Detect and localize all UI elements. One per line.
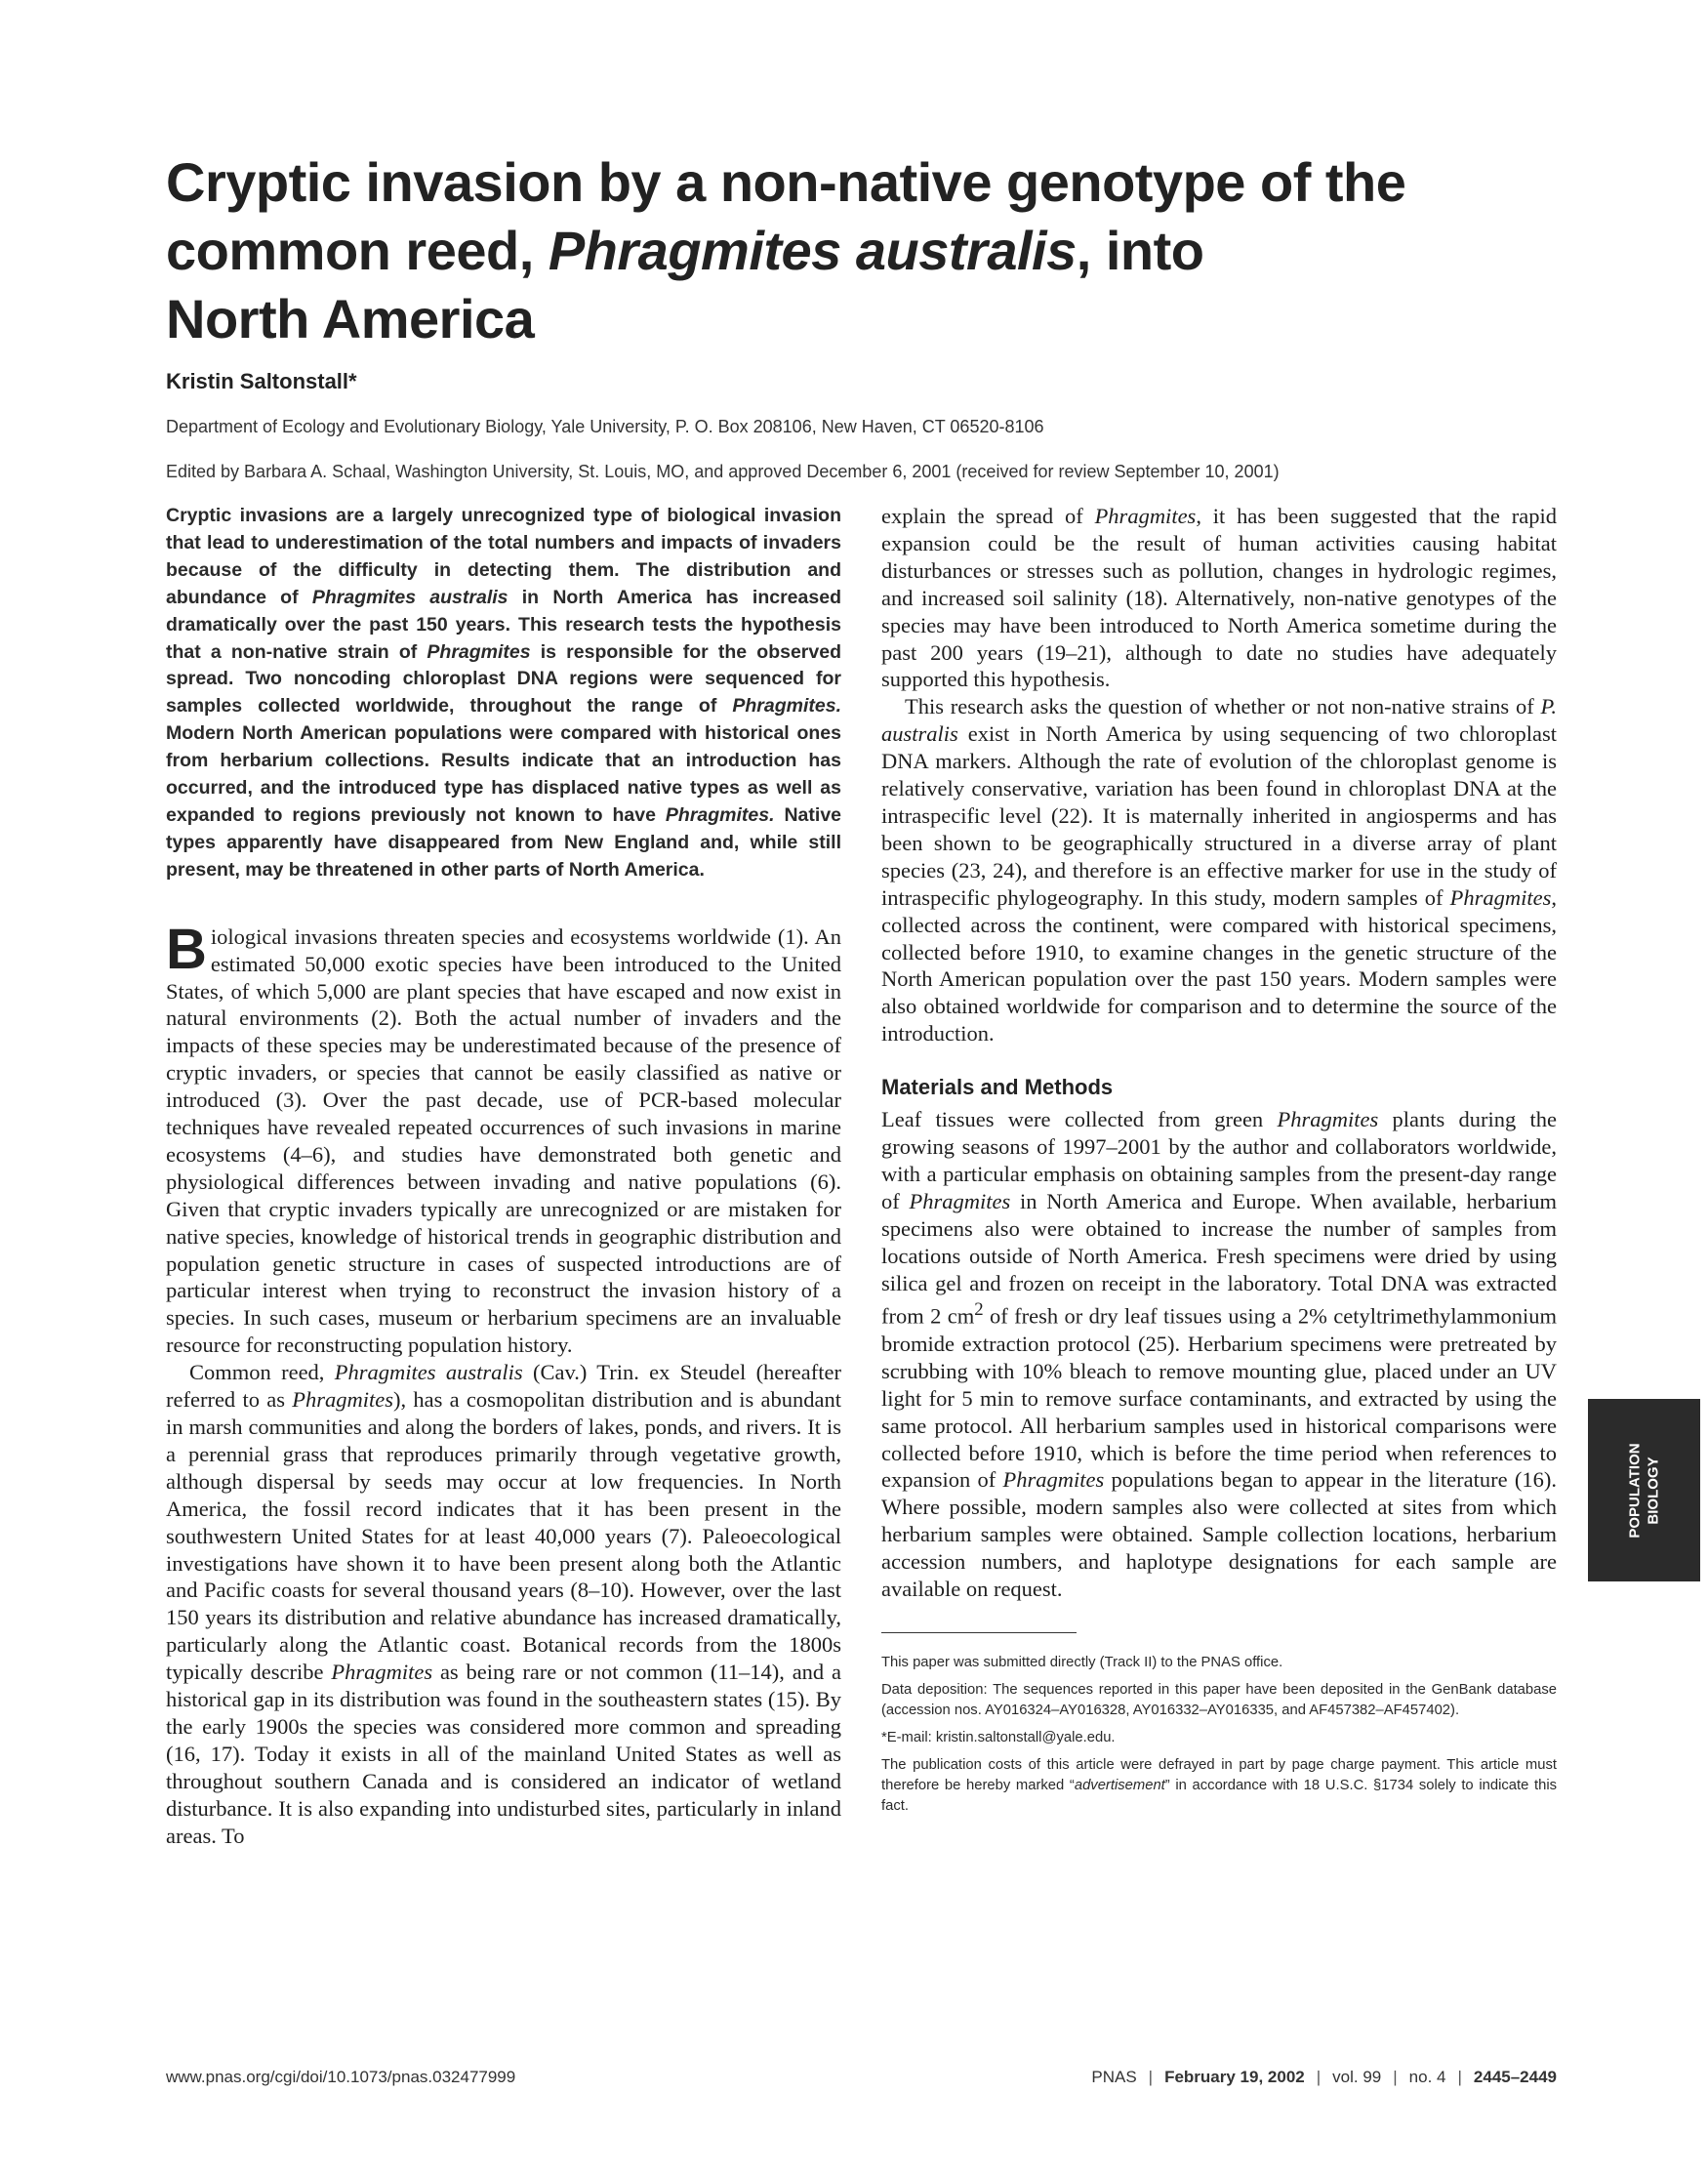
page-range: 2445–2449: [1473, 2068, 1557, 2086]
section-tab-label: POPULATION BIOLOGY: [1626, 1442, 1662, 1539]
intro-paragraph-3: explain the spread of Phragmites, it has been suggested that the rapid expansion could be the result of human activities causing habitat disturbances or stresses such as pollution, changes in hydrologic regimes, and increased soil salinity (18). Alternatively, non-native genotypes of the species may have been introduced to North America sometime during the past 200 years (19–21), although to date no studies have adequately supported this hypothesis.: [881, 504, 1557, 692]
title-species: Phragmites australis: [548, 220, 1077, 281]
methods-paragraph: Leaf tissues were collected from green Phragmites plants during the growing seasons of 1997–2001 by the author and collaborators worldwide, with a particular emphasis on obtaining samples from the present-day range of Phragmites in North America and Europe. When available, herbarium specimens also were obtained to increase the number of samples from locations outside of North America. Fresh specimens were dried by using silica gel and frozen on receipt in the laboratory. Total DNA was extracted from 2 $cm^2$ of fresh or dry leaf tissues using a 2% cetyltrimethylammonium bromide extraction protocol (25). Herbarium specimens were pretreated by scrubbing with 10% bleach to remove mounting glue, placed under an UV light for 5 min to remove surface contaminants, and extracted by using the same protocol. All herbarium samples used in historical comparisons were collected before 1910, which is before the time period when references to expansion of Phragmites populations began to appear in the literature (16). Where possible, modern samples also were collected at sites from which herbarium samples were obtained. Sample collection locations, herbarium accession numbers, and haplotype designations for each sample are available on request.: [881, 1107, 1557, 1602]
article-title: [166, 148, 1532, 353]
section-heading-methods: Materials and Methods: [881, 1075, 1114, 1100]
footnote-email: *E-mail: kristin.saltonstall@yale.edu.: [881, 1729, 1116, 1745]
introduction-continued: [881, 503, 1557, 1047]
author-affiliation: Department of Ecology and Evolutionary Biology, Yale University, P. O. Box 208106, New Haven, CT 06520-8106: [166, 417, 1044, 436]
title-line-3: North America: [166, 288, 535, 349]
footnotes: [881, 1653, 1557, 1817]
intro-paragraph-2: Common reed, Phragmites australis (Cav.) Trin. ex Steudel (hereafter referred to as Phragmites), has a cosmopolitan distribution and is abundant in marsh communities and along the borders of lakes, ponds, and rivers. It is a perennial grass that reproduces primarily through vegetative growth, although dispersal by seeds may occur at low frequencies. In North America, the fossil record indicates that it has been present in the southwestern United States for at least 40,000 years (7). Paleoecological investigations have shown it to have been present along both the Atlantic and Pacific coasts for several thousand years (8–10). However, over the last 150 years its distribution and relative abundance has increased dramatically, particularly along the Atlantic coast. Botanical records from the 1800s typically describe Phragmites as being rare or not common (11–14), and a historical gap in its distribution was found in the southeastern states (15). By the early 1900s the species was considered more common and spreading (16, 17). Today it exists in all of the mainland United States as well as throughout southern Canada and is considered an indicator of wetland disturbance. It is also expanding into undisturbed sites, particularly in inland areas. To: [166, 1360, 841, 1848]
title-text: , into: [1076, 220, 1204, 281]
abstract: [166, 503, 841, 884]
title-line-2: [166, 217, 1532, 285]
issue-number: no. 4: [1408, 2068, 1446, 2086]
methods-section: [881, 1106, 1557, 1603]
left-column: [166, 503, 841, 1850]
title-line-1: Cryptic invasion by a non-native genotype of the: [166, 151, 1406, 213]
introduction: [166, 917, 841, 1850]
footnote-publication-costs: The publication costs of this article were defrayed in part by page charge payment. This article must therefore be hereby marked “advertisement” in accordance with 18 U.S.C. §1734 solely to indicate this fact.: [881, 1756, 1558, 1814]
intro-paragraph-4: This research asks the question of whether or not non-native strains of P. australis exist in North America by using sequencing of two chloroplast DNA markers. Although the rate of evolution of the chloroplast genome is relatively conservative, variation has been found in chloroplast DNA at the intraspecific level (22). It is maternally inherited in angiosperms and has been shown to be geographically structured in a diverse array of plant species (23, 24), and therefore is an effective marker for use in the study of intraspecific phylogeography. In this study, modern samples of Phragmites, collected across the continent, were compared with historical specimens, collected before 1910, to examine changes in the genetic structure of the North American population over the past 150 years. Modern samples were also obtained worldwide for comparison and to determine the source of the introduction.: [881, 694, 1557, 1046]
footnote-data-deposition: Data deposition: The sequences reported in this paper have been deposited in the GenBank database (accession nos. AY016324–AY016328, AY016332–AY016335, and AF457382–AF457402).: [881, 1681, 1557, 1718]
section-tab-population-biology: [1588, 1399, 1700, 1581]
journal-name: PNAS: [1091, 2068, 1137, 2086]
author-name: Kristin Saltonstall*: [166, 369, 357, 393]
right-column: [881, 503, 1557, 1817]
title-text: common reed,: [166, 220, 549, 281]
footnote-divider: [881, 1632, 1077, 1633]
intro-paragraph-1: Biological invasions threaten species and ecosystems worldwide (1). An estimated 50,000 exotic species have been introduced to the United States, of which 5,000 are plant species that have escaped and now exist in natural environments (2). Both the actual number of invaders and the impacts of these species may be underestimated because of the presence of cryptic invaders, or species that cannot be easily classified as native or introduced (3). Over the past decade, use of PCR-based molecular techniques have revealed repeated occurrences of such invasions in marine ecosystems (4–6), and studies have demonstrated both genetic and physiological differences between invading and native populations (6). Given that cryptic invaders typically are unrecognized or are mistaken for native species, knowledge of historical trends in geographic distribution and population genetic structure in cases of suspected introductions are of particular interest when trying to reconstruct the invasion history of a species. In such cases, museum or herbarium specimens are an invaluable resource for reconstructing population history.: [166, 917, 841, 1358]
journal-citation: PNAS | February 19, 2002 | vol. 99 | no. 4 | 2445–2449: [1091, 2068, 1557, 2086]
abstract-paragraph: Cryptic invasions are a largely unrecognized type of biological invasion that lead to underestimation of the total numbers and impacts of invaders because of the difficulty in detecting them. The distribution and abundance of Phragmites australis in North America has increased dramatically over the past 150 years. This research tests the hypothesis that a non-native strain of Phragmites is responsible for the observed spread. Two noncoding chloroplast DNA regions were sequenced for samples collected worldwide, throughout the range of Phragmites. Modern North American populations were compared with historical ones from herbarium collections. Results indicate that an introduction has occurred, and the introduced type has displaced native types as well as expanded to regions previously not known to have Phragmites. Native types apparently have disappeared from New England and, while still present, may be threatened in other parts of North America.: [166, 505, 842, 881]
doi-link[interactable]: www.pnas.org/cgi/doi/10.1073/pnas.032477999: [166, 2068, 516, 2086]
footnote-submission: This paper was submitted directly (Track II) to the PNAS office.: [881, 1654, 1283, 1670]
edited-by-line: Edited by Barbara A. Schaal, Washington University, St. Louis, MO, and approved December 6, 2001 (received for review September 10, 2001): [166, 462, 1280, 481]
volume: vol. 99: [1332, 2068, 1382, 2086]
drop-cap: B: [166, 917, 207, 981]
issue-date: February 19, 2002: [1164, 2068, 1305, 2086]
